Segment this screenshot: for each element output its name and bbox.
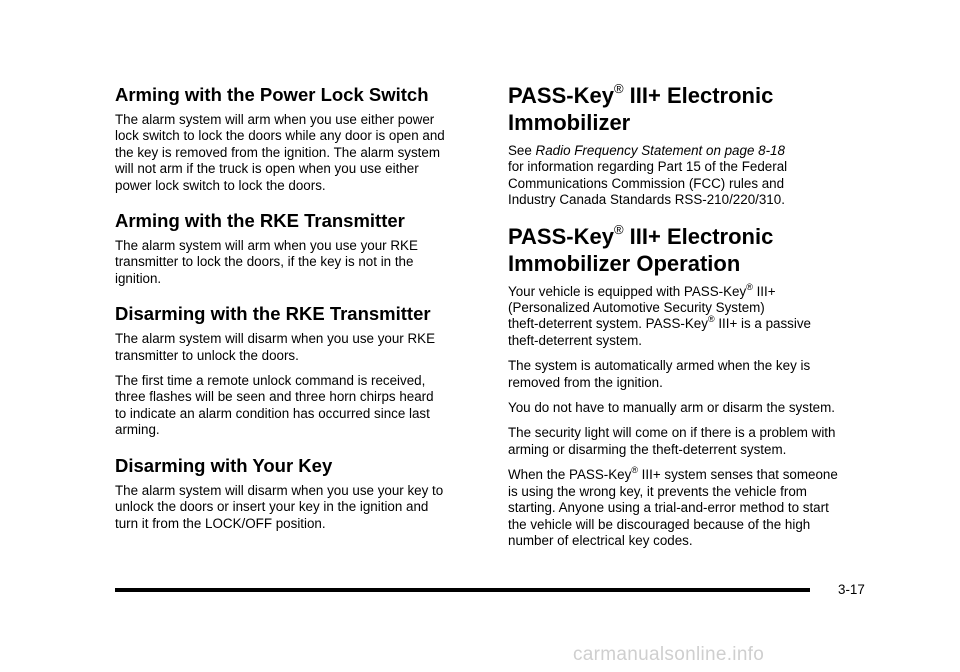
right-column (508, 82, 868, 558)
cross-reference: Radio Frequency Statement on page 8-18 (535, 143, 785, 158)
para-security-light: The security light will come on if there is a problem with arming or disarming the theft-deterrent system. (508, 425, 836, 457)
para-auto-armed: The system is automatically armed when the key is removed from the ignition. (508, 358, 811, 390)
page-number: 3-17 (838, 582, 865, 597)
para-wrong-key: When the PASS-Key® III+ system senses that someone is using the wrong key, it prevents the vehicle from starting. Anyone using a trial-and-error method to start the vehicle will be discouraged because of the high number of electrical key codes. (508, 465, 838, 548)
heading-rke-arm: Arming with the RKE Transmitter (115, 210, 405, 232)
registered-mark: ® (613, 81, 624, 96)
left-column (115, 82, 475, 541)
heading-power-lock: Arming with the Power Lock Switch (115, 84, 429, 105)
heading-immobilizer-operation: PASS-Key® III+ Electronic Immobilizer Operation (508, 221, 774, 276)
para-rke-disarm-2: The first time a remote unlock command is received, three flashes will be seen and three horn chirps heard to indicate an alarm condition has occurred since last arming. (115, 373, 434, 438)
heading-key-disarm: Disarming with Your Key (115, 454, 333, 476)
watermark: carmanualsonline.info (573, 644, 765, 665)
registered-mark: ® (613, 221, 624, 237)
footer-rule (115, 588, 810, 592)
para-rke-disarm-1: The alarm system will disarm when you use your RKE transmitter to unlock the doors. (115, 331, 435, 363)
para-radio-frequency: See Radio Frequency Statement on page 8-18 for information regarding Part 15 of the Federal Communications Commission (FCC) rules and Industry Canada Standards RSS-210/220/310. (508, 143, 788, 208)
para-key-disarm: The alarm system will disarm when you use your key to unlock the doors or insert your key in the ignition and turn it from the LOCK/OFF position. (115, 482, 444, 531)
para-power-lock: The alarm system will arm when you use either power lock switch to lock the doors while any door is open and the key is removed from the ignition. The alarm system will not arm if the truck is open when you use either power lock switch to lock the doors. (115, 112, 445, 193)
heading-immobilizer: PASS-Key® III+ Electronic Immobilizer (508, 81, 774, 135)
heading-rke-disarm: Disarming with the RKE Transmitter (115, 303, 431, 325)
para-manual-arm: You do not have to manually arm or disarm the system. (508, 400, 835, 416)
para-rke-arm: The alarm system will arm when you use your RKE transmitter to lock the doors, if the key is not in the ignition. (115, 238, 418, 286)
para-equipped: Your vehicle is equipped with PASS-Key® III+ (Personalized Automotive Security System) theft-deterrent system. PASS-Key® III+ is a passive theft-deterrent system. (508, 281, 811, 348)
